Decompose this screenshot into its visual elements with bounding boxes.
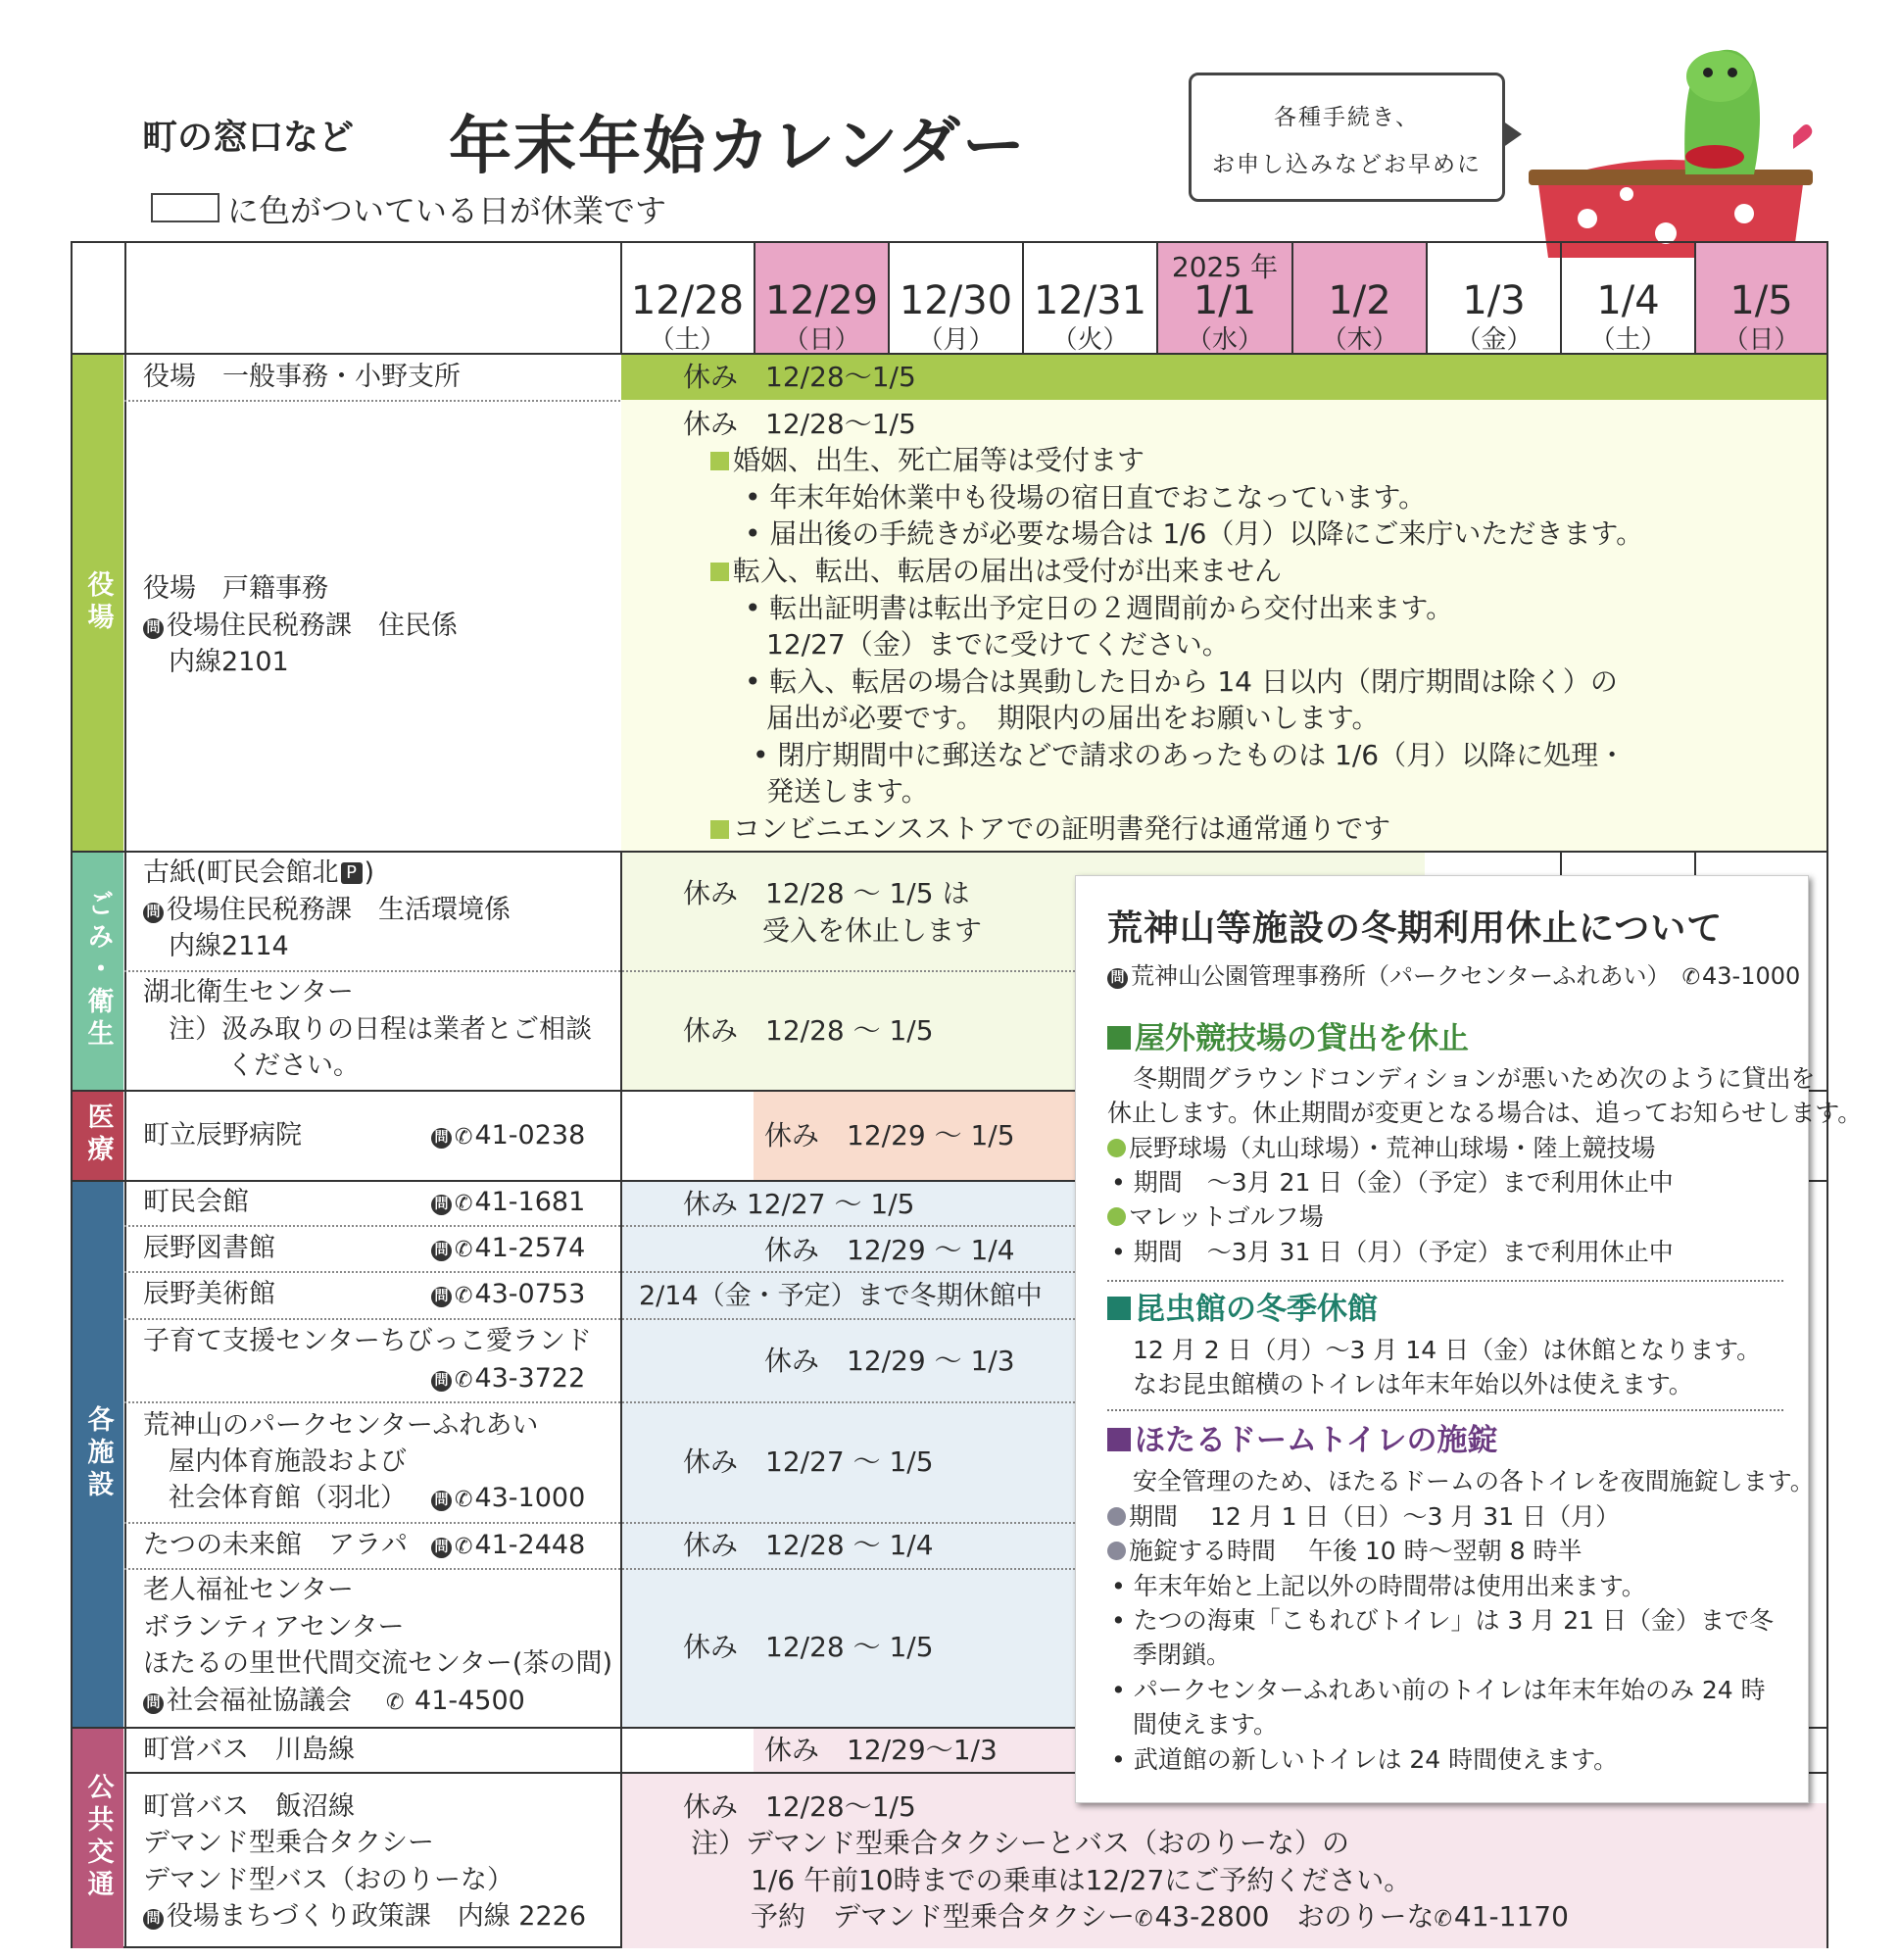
closure-general: 休み 12/28～1/5 [683, 361, 916, 393]
day-header: 1/5 （日） [1723, 278, 1800, 355]
grid-line [1560, 851, 1562, 875]
row-label-bus-kawashima: 町営バス 川島線 [143, 1735, 355, 1765]
legend-text: に色がついている日が休業です [227, 192, 667, 229]
row-label-facility: 荒神山のパークセンターふれあい [143, 1410, 539, 1441]
panel-line: 12 月 2 日（月）～3 月 14 日（金）は休館となります。 [1133, 1336, 1762, 1364]
phone-icon: ✆ [386, 1690, 405, 1715]
panel-heading-stadium: 屋外競技場の貸出を休止 [1107, 1019, 1469, 1058]
round-bullet-icon [1107, 1507, 1126, 1526]
note-bus-iinuma: 注）デマンド型乗合タクシーとバス（おのりーな）の [691, 1827, 1350, 1859]
closure-hospital: 休み 12/29 ～ 1/5 [764, 1119, 1015, 1152]
grid-line [124, 241, 126, 1948]
inquiry-icon: 問 [143, 1909, 164, 1930]
row-contact-koshi: 問 役場住民税務課 生活環境係 [143, 892, 511, 928]
row-label-facility: ほたるの里世代間交流センター(茶の間) [143, 1648, 612, 1679]
panel-heading-toilet: ほたるドームトイレの施錠 [1107, 1421, 1497, 1460]
panel-line: 間使えます。 [1133, 1710, 1279, 1739]
inquiry-icon: 問 [431, 1195, 452, 1215]
phone-icon: ✆ [455, 1284, 473, 1308]
closure-facility: 休み 12/27 ～ 1/5 [683, 1188, 915, 1220]
row-tel-facility: ✆ 41-4500 [386, 1686, 525, 1716]
row-label-facility: ボランティアセンター [143, 1612, 405, 1642]
inquiry-icon: 問 [431, 1538, 452, 1558]
phone-icon: ✆ [1434, 1907, 1452, 1932]
koseki-line: 届出が必要です。 期限内の届出をお願いします。 [766, 702, 1380, 734]
panel-title: 荒神山等施設の冬期利用休止について [1107, 908, 1724, 949]
page-title: 年末年始カレンダー [449, 111, 1027, 183]
square-bullet-icon [710, 563, 729, 581]
phone-icon: ✆ [455, 1192, 473, 1216]
phone-icon: ✆ [455, 1535, 473, 1559]
koseki-line: • 年末年始休業中も役場の宿日直でおこなっています。 [745, 481, 1427, 514]
day-header: 12/31 （火） [1033, 278, 1147, 355]
grid-line [620, 851, 622, 1948]
square-bullet-icon [710, 452, 729, 470]
row-divider [124, 400, 620, 402]
koseki-line: 12/27（金）までに受けてください。 [766, 628, 1230, 661]
row-tel-facility: 問 ✆43-0753 [431, 1276, 585, 1314]
bubble-line-2: お申し込みなどお早めに [1212, 152, 1482, 177]
panel-line: 施錠する時間 午後 10 時～翌朝 8 時半 [1107, 1534, 1582, 1568]
koseki-subheading: 婚姻、出生、死亡届等は受付ます [710, 442, 1144, 478]
day-header: 1/3 （金） [1455, 278, 1533, 355]
row-tel-facility: 問 ✆41-1681 [431, 1184, 585, 1222]
category-yakuba: 役場 [73, 355, 123, 851]
row-divider [124, 1522, 1075, 1524]
inquiry-icon: 問 [1107, 968, 1128, 989]
row-note-eisei: 注）汲み取りの日程は業者とご相談 [169, 1014, 592, 1045]
koseki-line: • 届出後の手続きが必要な場合は 1/6（月）以降にご来庁いただきます。 [745, 517, 1644, 550]
category-shisetsu: 各施設 [73, 1180, 123, 1727]
row-note-eisei: ください。 [227, 1051, 360, 1081]
closure-koshi: 受入を休止します [762, 914, 983, 947]
closure-koshi: 休み 12/28 ～ 1/5 は [683, 877, 970, 909]
koseki-line: 休み 12/28～1/5 [683, 408, 916, 440]
koseki-subheading: 転入、転出、転居の届出は受付が出来ません [710, 553, 1282, 589]
square-bullet-icon [1107, 1026, 1131, 1050]
panel-line: 安全管理のため、ほたるドームの各トイレを夜間施錠します。 [1133, 1467, 1815, 1495]
panel-divider [1107, 1409, 1783, 1411]
phone-icon: ✆ [455, 1488, 473, 1512]
category-gomi: ごみ・衛生 [73, 851, 123, 1090]
row-divider [124, 970, 1075, 972]
day-header: 12/30 （月） [899, 278, 1013, 355]
row-tel-hospital: 問 ✆41-0238 [431, 1117, 585, 1155]
row-contact-facility: 問 社会福祉協議会 [143, 1683, 352, 1719]
panel-contact: 問 荒神山公園管理事務所（パークセンターふれあい） ✆43-1000 [1107, 959, 1800, 995]
row-label-eisei: 湖北衛生センター [143, 977, 354, 1007]
koseki-line: • 転入、転居の場合は異動した日から 14 日以内（閉庁期間は除く）の [745, 665, 1618, 698]
panel-line: • 武道館の新しいトイレは 24 時間使えます。 [1111, 1745, 1619, 1774]
closure-bus-kawashima: 休み 12/29～1/3 [764, 1734, 998, 1766]
day-header: 1/2 （木） [1321, 278, 1398, 355]
info-panel-koujinyama [1075, 875, 1863, 1803]
row-label-koshi: 古紙(町民会館北 P ) [143, 858, 375, 888]
row-label-koseki: 役場 戸籍事務 [143, 573, 328, 604]
reservation-bus-iinuma: 予約 デマンド型乗合タクシー✆43-2800 おのりーな✆41-1170 [751, 1900, 1569, 1933]
row-ext-koseki: 内線2101 [169, 647, 289, 677]
note-bus-iinuma: 1/6 午前10時までの乗車は12/27にご予約ください。 [751, 1864, 1412, 1896]
header-prefix: 町の窓口など [142, 118, 355, 158]
row-contact-koseki: 問 役場住民税務課 住民係 [143, 608, 458, 644]
closure-facility: 休み 12/27 ～ 1/5 [683, 1446, 934, 1478]
round-bullet-icon [1107, 1139, 1126, 1157]
day-header: 2025 年 1/1 （水） [1171, 251, 1279, 355]
day-header: 12/28 （土） [630, 278, 745, 355]
category-iryo: 医療 [73, 1090, 123, 1180]
phone-icon: ✆ [455, 1125, 473, 1150]
round-bullet-icon [1107, 1207, 1126, 1226]
row-ext-koshi: 内線2114 [169, 931, 289, 961]
panel-line: マレットゴルフ場 [1107, 1200, 1324, 1234]
square-bullet-icon [1107, 1428, 1131, 1451]
panel-line: • たつの海東「こもれびトイレ」は 3 月 21 日（金）まで冬 [1111, 1606, 1774, 1635]
panel-line: 期間 12 月 1 日（日）～3 月 31 日（月） [1107, 1499, 1620, 1534]
row-divider [124, 1568, 1075, 1570]
grid-line [1694, 851, 1696, 875]
row-tel-facility: 問 ✆41-2448 [431, 1527, 585, 1565]
phone-icon: ✆ [1681, 965, 1700, 990]
koseki-line: 発送します。 [766, 775, 929, 808]
row-label-bus-iinuma: デマンド型バス（おのりーな） [143, 1865, 513, 1895]
row-label-bus-iinuma: デマンド型乗合タクシー [143, 1828, 434, 1858]
panel-divider [1107, 1280, 1783, 1282]
round-bullet-icon [1107, 1542, 1126, 1560]
panel-line: 季閉鎖。 [1133, 1641, 1232, 1669]
bubble-line-1: 各種手続き、 [1273, 105, 1421, 130]
row-label-facility: 子育て支援センターちびっこ愛ランド [143, 1326, 592, 1356]
koseki-line: • 転出証明書は転出予定日の２週間前から交付出来ます。 [745, 592, 1454, 624]
inquiry-icon: 問 [143, 1693, 164, 1714]
row-divider [124, 1225, 1075, 1227]
grid-line [71, 851, 1828, 853]
closure-facility: 休み 12/28 ～ 1/4 [683, 1529, 934, 1561]
row-label-facility: たつの未来館 アラパ [143, 1530, 408, 1560]
square-bullet-icon [1107, 1297, 1131, 1320]
row-divider [124, 1271, 1075, 1273]
closure-facility: 休み 12/29 ～ 1/3 [764, 1345, 1015, 1377]
row-label-facility: 辰野美術館 [143, 1279, 275, 1309]
panel-line: • パークセンターふれあい前のトイレは年末年始のみ 24 時 [1111, 1676, 1766, 1704]
speech-bubble [1189, 73, 1505, 202]
legend-swatch [151, 193, 219, 222]
panel-line: 冬期間グラウンドコンディションが悪いため次のように貸出を [1133, 1064, 1816, 1093]
panel-heading-insect: 昆虫館の冬季休館 [1107, 1290, 1378, 1329]
row-label-facility: 老人福祉センター [143, 1575, 354, 1605]
inquiry-icon: 問 [431, 1491, 452, 1511]
day-header: 1/4 （土） [1589, 278, 1667, 355]
phone-icon: ✆ [455, 1368, 473, 1393]
closure-facility: 休み 12/28 ～ 1/5 [683, 1631, 934, 1663]
closure-eisei: 休み 12/28 ～ 1/5 [683, 1014, 934, 1047]
day-header: 12/29 （日） [764, 278, 879, 355]
closure-bus-iinuma: 休み 12/28～1/5 [683, 1790, 916, 1823]
panel-line: 辰野球場（丸山球場）・荒神山球場・陸上競技場 [1107, 1131, 1656, 1165]
panel-line: • 年末年始と上記以外の時間帯は使用出来ます。 [1111, 1572, 1646, 1600]
panel-line: • 期間 ～3月 31 日（月）（予定）まで利用休止中 [1111, 1238, 1674, 1266]
inquiry-icon: 問 [431, 1241, 452, 1261]
row-label-bus-iinuma: 町営バス 飯沼線 [143, 1791, 355, 1822]
closure-facility: 休み 12/29 ～ 1/4 [764, 1234, 1015, 1266]
inquiry-icon: 問 [143, 618, 164, 639]
row-label-facility: 辰野図書館 [143, 1233, 275, 1263]
mascot-kotatsu-illustration [1509, 37, 1832, 263]
panel-line: 休止します。休止期間が変更となる場合は、追ってお知らせします。 [1107, 1099, 1863, 1127]
row-tel-facility: 問 ✆41-2574 [431, 1230, 585, 1268]
panel-line: なお昆虫館横のトイレは年末年始以外は使えます。 [1133, 1370, 1693, 1398]
phone-icon: ✆ [455, 1238, 473, 1262]
inquiry-icon: 問 [431, 1287, 452, 1307]
row-divider [124, 1318, 1075, 1320]
row-label-facility: 町民会館 [143, 1187, 249, 1217]
square-bullet-icon [710, 820, 729, 839]
koseki-subheading: コンビニエンスストアでの証明書発行は通常通りです [710, 810, 1390, 847]
row-label-general: 役場 一般事務・小野支所 [143, 362, 461, 392]
inquiry-icon: 問 [143, 903, 164, 923]
inquiry-icon: 問 [431, 1371, 452, 1392]
row-label-facility: 社会体育館（羽北） [169, 1483, 407, 1513]
koseki-line: • 閉庁期間中に郵送などで請求のあったものは 1/6（月）以降に処理・ [753, 739, 1627, 771]
row-label-facility: 屋内体育施設および [169, 1446, 407, 1477]
row-label-hospital: 町立辰野病院 [143, 1120, 302, 1151]
row-tel-facility: 問 ✆43-1000 [431, 1480, 585, 1518]
row-divider [124, 1401, 1075, 1403]
parking-icon: P [341, 862, 363, 884]
phone-icon: ✆ [1135, 1907, 1153, 1932]
row-tel-facility: 問 ✆43-3722 [431, 1360, 585, 1398]
panel-line: • 期間 ～3月 21 日（金）（予定）まで利用休止中 [1111, 1168, 1674, 1197]
row-contact-bus-iinuma: 問 役場まちづくり政策課 内線 2226 [143, 1898, 586, 1935]
inquiry-icon: 問 [431, 1128, 452, 1149]
closure-facility: 2/14（金・予定）まで冬期休館中 [639, 1281, 1043, 1311]
category-kotsu: 公共交通 [73, 1727, 123, 1948]
